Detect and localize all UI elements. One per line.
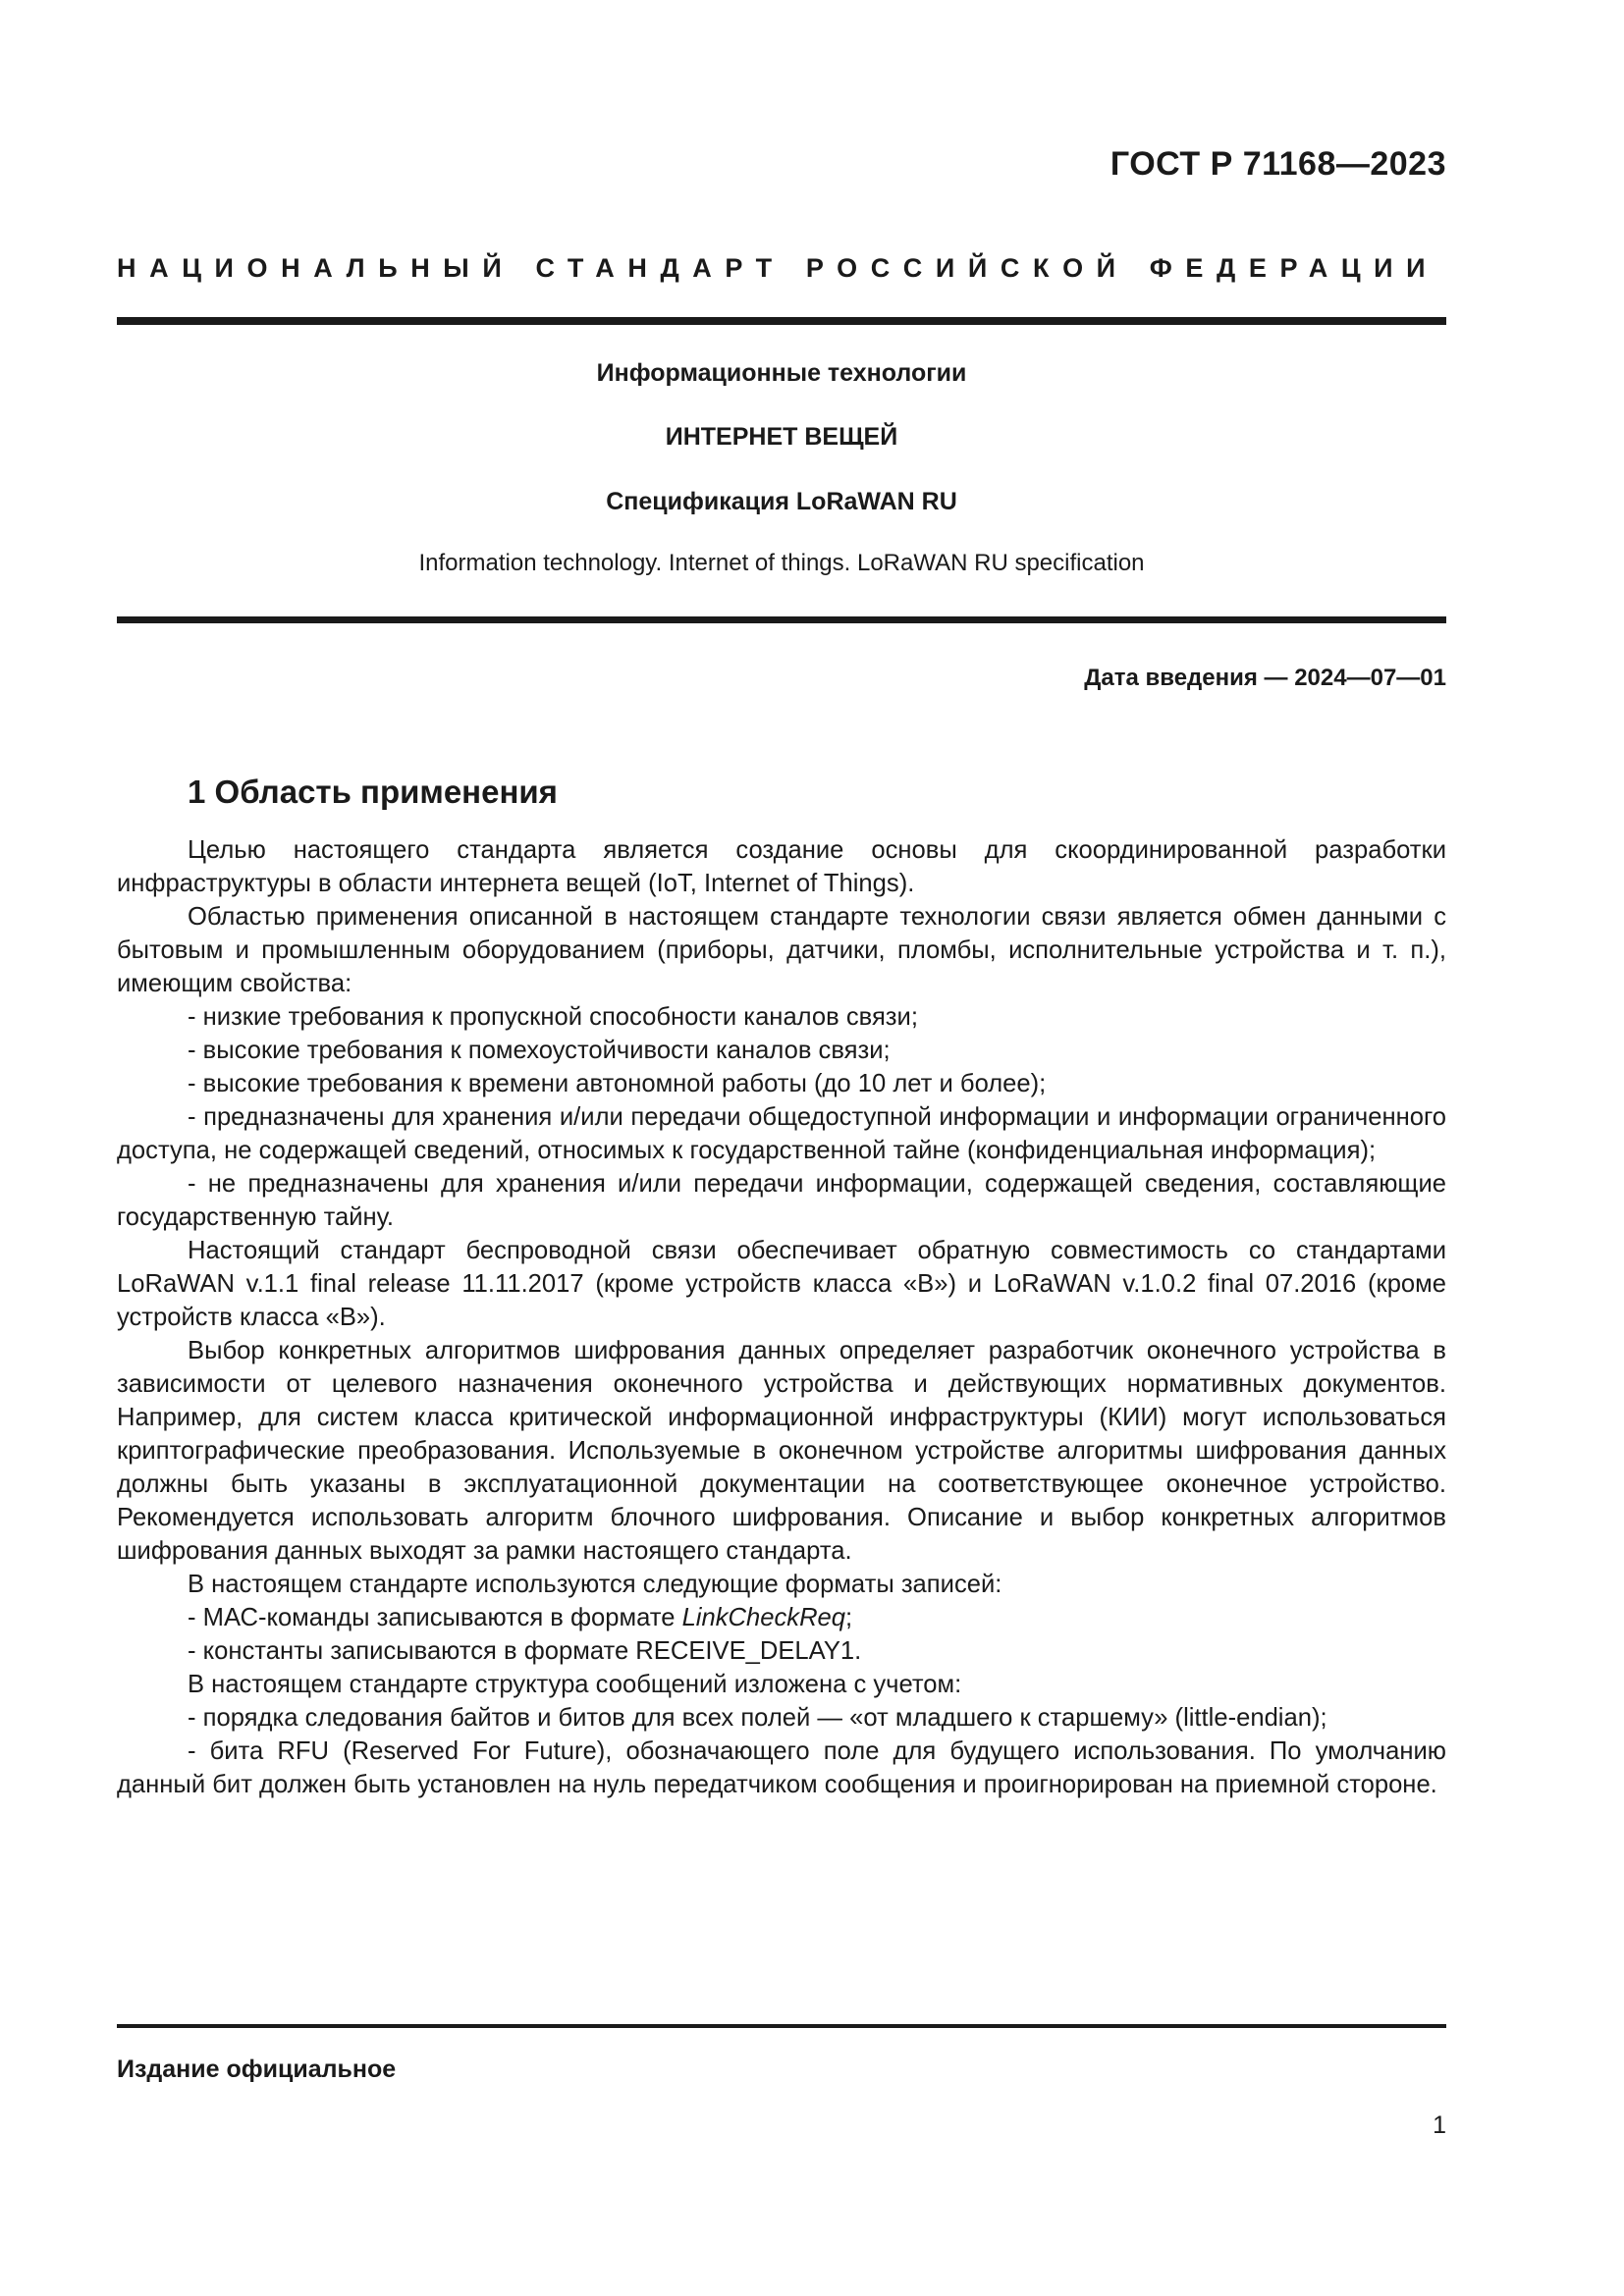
list-item: - не предназначены для хранения и/или передачи информации, содержащей сведения, составляющие государственную тайну. <box>117 1170 1446 1231</box>
format-punct: ; <box>845 1604 853 1631</box>
paragraph: Выбор конкретных алгоритмов шифрования данных определяет разработчик оконечного устройства в зависимости от целевого назначения оконечного устройства и действующих нормативных документов. Например, для систем класса критической информационной инфраструктуры (КИИ) могут использоваться криптографические преобразования. Используемые в оконечном устройстве алгоритмы шифрования данных должны быть указаны в эксплуатационной документации на соответствующее оконечное устройство. Рекомендуется использовать алгоритм блочного шифрования. Описание и выбор конкретных алгоритмов шифрования данных выходят за рамки настоящего стандарта. <box>117 1337 1446 1565</box>
list-item: - предназначены для хранения и/или передачи общедоступной информации и информации ограниченного доступа, не содержащей сведений, относимых к государственной тайне (конфиденциальная информация); <box>117 1103 1446 1164</box>
paragraph: Настоящий стандарт беспроводной связи обеспечивает обратную совместимость со стандартами LoRaWAN v.1.1 final release 11.11.2017 (кроме устройств класса «В») и LoRaWAN v.1.0.2 final 07.2016 (кроме устройств класса «В»). <box>117 1237 1446 1331</box>
title-divider <box>117 616 1446 623</box>
title-line-2: ИНТЕРНЕТ ВЕЩЕЙ <box>665 423 898 451</box>
official-edition-label: Издание официальное <box>117 2056 397 2083</box>
footer-divider <box>117 2024 1446 2028</box>
gost-number: ГОСТ Р 71168—2023 <box>1110 145 1446 183</box>
page-number: 1 <box>1433 2111 1446 2139</box>
paragraph: Целью настоящего стандарта является создание основы для скоординированной разработки инфраструктуры в области интернета вещей (IoT, Internet of Things). <box>117 836 1446 897</box>
list-item: - высокие требования к времени автономной работы (до 10 лет и более); <box>188 1070 1047 1097</box>
list-item: - бита RFU (Reserved For Future), обозначающего поле для будущего использования. По умолчанию данный бит должен быть установлен на нуль передатчиком сообщения и проигнорирован на приемной стороне. <box>117 1737 1446 1798</box>
list-item <box>117 1601 1446 1634</box>
paragraph: Областью применения описанной в настоящем стандарте технологии связи является обмен данными с бытовым и промышленным оборудованием (приборы, датчики, пломбы, исполнительные устройства и т. п.), имеющим свойства: <box>117 903 1446 997</box>
list-item: - порядка следования байтов и битов для всех полей — «от младшего к старшему» (little-endian); <box>188 1704 1327 1732</box>
paragraph: В настоящем стандарте используются следующие форматы записей: <box>188 1571 1002 1598</box>
format-example-italic: LinkCheckReq <box>681 1604 846 1631</box>
introduction-date: Дата введения — 2024—07—01 <box>1084 665 1446 691</box>
paragraph: В настоящем стандарте структура сообщений изложена с учетом: <box>188 1671 962 1698</box>
list-item: - константы записываются в формате RECEIVE_DELAY1. <box>188 1637 862 1665</box>
title-line-1: Информационные технологии <box>596 359 967 387</box>
section-body <box>117 833 1446 1801</box>
national-standard-banner: НАЦИОНАЛЬНЫЙ СТАНДАРТ РОССИЙСКОЙ ФЕДЕРАЦИИ <box>117 253 1439 283</box>
format-text: - МАС-команды записываются в формате <box>188 1604 682 1631</box>
document-page <box>117 0 1446 2296</box>
title-line-3: Спецификация LoRaWAN RU <box>606 488 957 515</box>
list-item: - низкие требования к пропускной способности каналов связи; <box>188 1003 918 1031</box>
list-item: - высокие требования к помехоустойчивости каналов связи; <box>188 1037 891 1064</box>
section-heading: 1 Область применения <box>188 774 558 810</box>
title-english: Information technology. Internet of things. LoRaWAN RU specification <box>418 550 1145 576</box>
top-divider <box>117 317 1446 325</box>
